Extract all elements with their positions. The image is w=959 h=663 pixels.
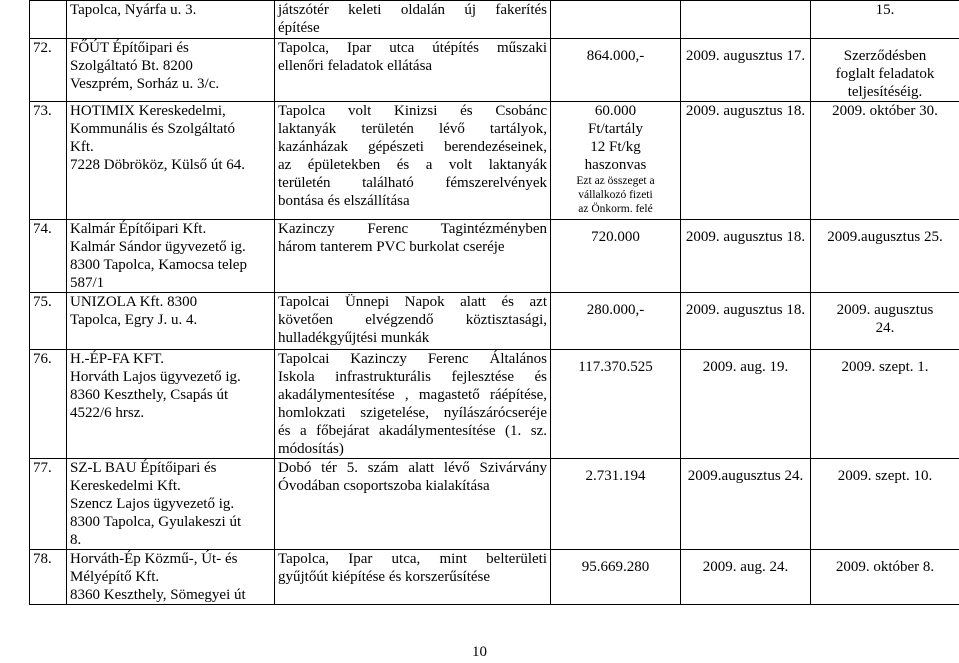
description-cell (275, 220, 551, 293)
description-line: Kazinczy Ferenc Tagintézményben (278, 221, 547, 237)
start-date: 2009. augusztus 17. (685, 48, 806, 64)
amount-cell (551, 459, 681, 550)
description-line: hulladékgyűjtési munkák (278, 330, 430, 346)
table-row (30, 293, 959, 350)
description-cell (275, 550, 551, 605)
description-line: követően elvégzendő köztisztasági, (278, 312, 547, 328)
description-cell (275, 293, 551, 350)
amount-value: 864.000,- (586, 48, 645, 64)
end-date: 2009. szept. 10. (837, 468, 933, 484)
contractor-line: 8. (70, 532, 82, 548)
amount-cell (551, 39, 681, 102)
amount-note: Ezt az összeget a (576, 175, 655, 187)
end-date-cell (811, 1, 959, 39)
description-cell (275, 1, 551, 39)
table-row (30, 350, 959, 459)
amount-value: haszonvas (584, 157, 647, 173)
description-line: bontása és elszállítása (278, 193, 410, 209)
contractor-line: Kereskedelmi Kft. (70, 478, 181, 494)
amount-value: 95.669.280 (581, 559, 650, 575)
contractor-cell (67, 102, 275, 220)
amount-value: Ft/tartály (588, 121, 643, 137)
contracts-table (29, 0, 959, 605)
row-number (30, 1, 67, 39)
contractor-line: Horváth Lajos ügyvezető ig. (70, 369, 241, 385)
contractor-cell (67, 550, 275, 605)
end-date: teljesítéséig. (847, 84, 923, 100)
start-date-cell (681, 550, 811, 605)
amount-cell (551, 350, 681, 459)
table-row (30, 550, 959, 605)
table-row (30, 39, 959, 102)
row-number: 73. (30, 102, 67, 220)
description-line: kazánházak gépészeti berendezéseinek, (278, 139, 547, 155)
description-line: akadálymentesítése , magastető ráépítése, (278, 387, 547, 403)
contractor-line: Kalmár Sándor ügyvezető ig. (70, 239, 246, 255)
start-date: 2009. aug. 19. (702, 359, 789, 375)
description-line: Tapolca, Ipar utca, mint belterületi (278, 551, 547, 567)
amount-cell (551, 293, 681, 350)
end-date: 15. (875, 2, 895, 18)
contractor-cell (67, 220, 275, 293)
contractor-line: Mélyépítő Kft. (70, 569, 160, 585)
contractor-line: FŐÚT Építőipari és (70, 40, 189, 56)
end-date-cell (811, 220, 959, 293)
description-line: laktanyák területén lévő tartályok, (278, 121, 547, 137)
row-number: 76. (30, 350, 67, 459)
description-line: ellenőri feladatok ellátása (278, 58, 433, 74)
amount-value: 2.731.194 (585, 468, 646, 484)
description-line: Dobó tér 5. szám alatt lévő Szivárvány (278, 460, 547, 476)
contractor-cell (67, 293, 275, 350)
contractor-line: Kalmár Építőipari Kft. (70, 221, 207, 237)
start-date-cell (681, 102, 811, 220)
amount-value: 280.000,- (586, 302, 645, 318)
start-date: 2009. augusztus 18. (685, 103, 806, 119)
end-date-cell (811, 550, 959, 605)
description-line: három tanterem PVC burkolat cseréje (278, 239, 505, 255)
start-date: 2009. augusztus 18. (685, 229, 806, 245)
amount-value: 720.000 (591, 229, 640, 245)
contractor-line: 8300 Tapolca, Kamocsa telep (70, 257, 247, 273)
contractor-line: 587/1 (70, 275, 105, 291)
contractor-cell (67, 1, 275, 39)
table-row (30, 1, 959, 39)
amount-value: 12 Ft/kg (590, 139, 641, 155)
description-line: építése (278, 20, 320, 36)
end-date-cell (811, 293, 959, 350)
row-number: 77. (30, 459, 67, 550)
end-date: 2009. augusztus (836, 302, 934, 318)
description-cell (275, 102, 551, 220)
end-date: Szerződésben (843, 48, 927, 64)
row-number: 78. (30, 550, 67, 605)
contractor-line: Tapolca, Nyárfa u. 3. (70, 2, 197, 18)
description-line: gyűjtőút kiépítése és korszerűsítése (278, 569, 491, 585)
contractor-line: Szencz Lajos ügyvezető ig. (70, 496, 235, 512)
contractor-line: Kft. (70, 139, 94, 155)
start-date: 2009. aug. 24. (702, 559, 789, 575)
amount-value: 60.000 (594, 103, 637, 119)
contractor-line: UNIZOLA Kft. 8300 (70, 294, 198, 310)
table-row (30, 459, 959, 550)
amount-cell (551, 1, 681, 39)
start-date-cell (681, 459, 811, 550)
row-number: 75. (30, 293, 67, 350)
contractor-line: 7228 Döbrököz, Külső út 64. (70, 157, 245, 173)
description-line: területén található fémszerelvények (278, 175, 547, 191)
amount-note: vállalkozó fizeti (578, 189, 653, 201)
description-line: Tapolca volt Kinizsi és Csobánc (278, 103, 547, 119)
end-date: 2009. szept. 1. (841, 359, 929, 375)
table-row (30, 220, 959, 293)
description-line: az épületekben és a volt laktanyák (278, 157, 547, 173)
end-date: 2009. október 8. (835, 559, 935, 575)
start-date-cell (681, 1, 811, 39)
start-date-cell (681, 350, 811, 459)
description-line: Óvodában csoportszoba kialakítása (278, 478, 490, 494)
table-row (30, 102, 959, 220)
contractor-line: Horváth-Ép Közmű-, Út- és (70, 551, 238, 567)
amount-cell (551, 550, 681, 605)
end-date: 24. (875, 320, 895, 336)
contractor-cell (67, 39, 275, 102)
end-date: 2009. október 30. (832, 103, 938, 119)
description-cell (275, 459, 551, 550)
row-number: 74. (30, 220, 67, 293)
contractor-line: HOTIMIX Kereskedelmi, (70, 103, 226, 119)
start-date-cell (681, 220, 811, 293)
amount-note: az Önkorm. felé (578, 203, 653, 215)
contractor-line: Szolgáltató Bt. 8200 (70, 58, 193, 74)
description-line: Tapolca, Ipar utca útépítés műszaki (278, 40, 547, 56)
description-line: homlokzati szigetelése, nyílászárócseréje (278, 405, 547, 421)
contractor-line: Tapolca, Egry J. u. 4. (70, 312, 198, 328)
amount-cell (551, 102, 681, 220)
contractor-line: 4522/6 hrsz. (70, 405, 145, 421)
contractor-line: Kommunális és Szolgáltató (70, 121, 235, 137)
description-line: és a főbejárat akadálymentesítése (1. sz. (278, 423, 547, 439)
start-date: 2009. augusztus 18. (685, 302, 806, 318)
contractor-cell (67, 459, 275, 550)
end-date-cell (811, 350, 959, 459)
description-cell (275, 350, 551, 459)
contractor-line: 8360 Keszthely, Sömegyei út (70, 587, 246, 603)
end-date: foglalt feladatok (835, 66, 935, 82)
description-line: Iskola infrastrukturális fejlesztése és (278, 369, 547, 385)
description-line: Tapolcai Kazinczy Ferenc Általános (278, 351, 547, 367)
end-date-cell (811, 39, 959, 102)
contractor-line: Veszprém, Sorház u. 3/c. (70, 76, 220, 92)
start-date-cell (681, 293, 811, 350)
contractor-line: 8360 Keszthely, Csapás út (70, 387, 229, 403)
description-cell (275, 39, 551, 102)
contractor-cell (67, 350, 275, 459)
contractor-line: H.-ÉP-FA KFT. (70, 351, 165, 367)
amount-value: 117.370.525 (578, 359, 653, 375)
amount-cell (551, 220, 681, 293)
description-line: módosítás) (278, 441, 344, 457)
row-number: 72. (30, 39, 67, 102)
contractor-line: 8300 Tapolca, Gyulakeszi út (70, 514, 242, 530)
contractor-line: SZ-L BAU Építőipari és (70, 460, 217, 476)
end-date-cell (811, 459, 959, 550)
start-date-cell (681, 39, 811, 102)
description-line: játszótér keleti oldalán új fakerítés (278, 2, 547, 18)
end-date: 2009.augusztus 25. (827, 229, 943, 245)
description-line: Tapolcai Ünnepi Napok alatt és azt (278, 294, 547, 310)
end-date-cell (811, 102, 959, 220)
start-date: 2009.augusztus 24. (687, 468, 804, 484)
page-number: 10 (472, 644, 487, 660)
